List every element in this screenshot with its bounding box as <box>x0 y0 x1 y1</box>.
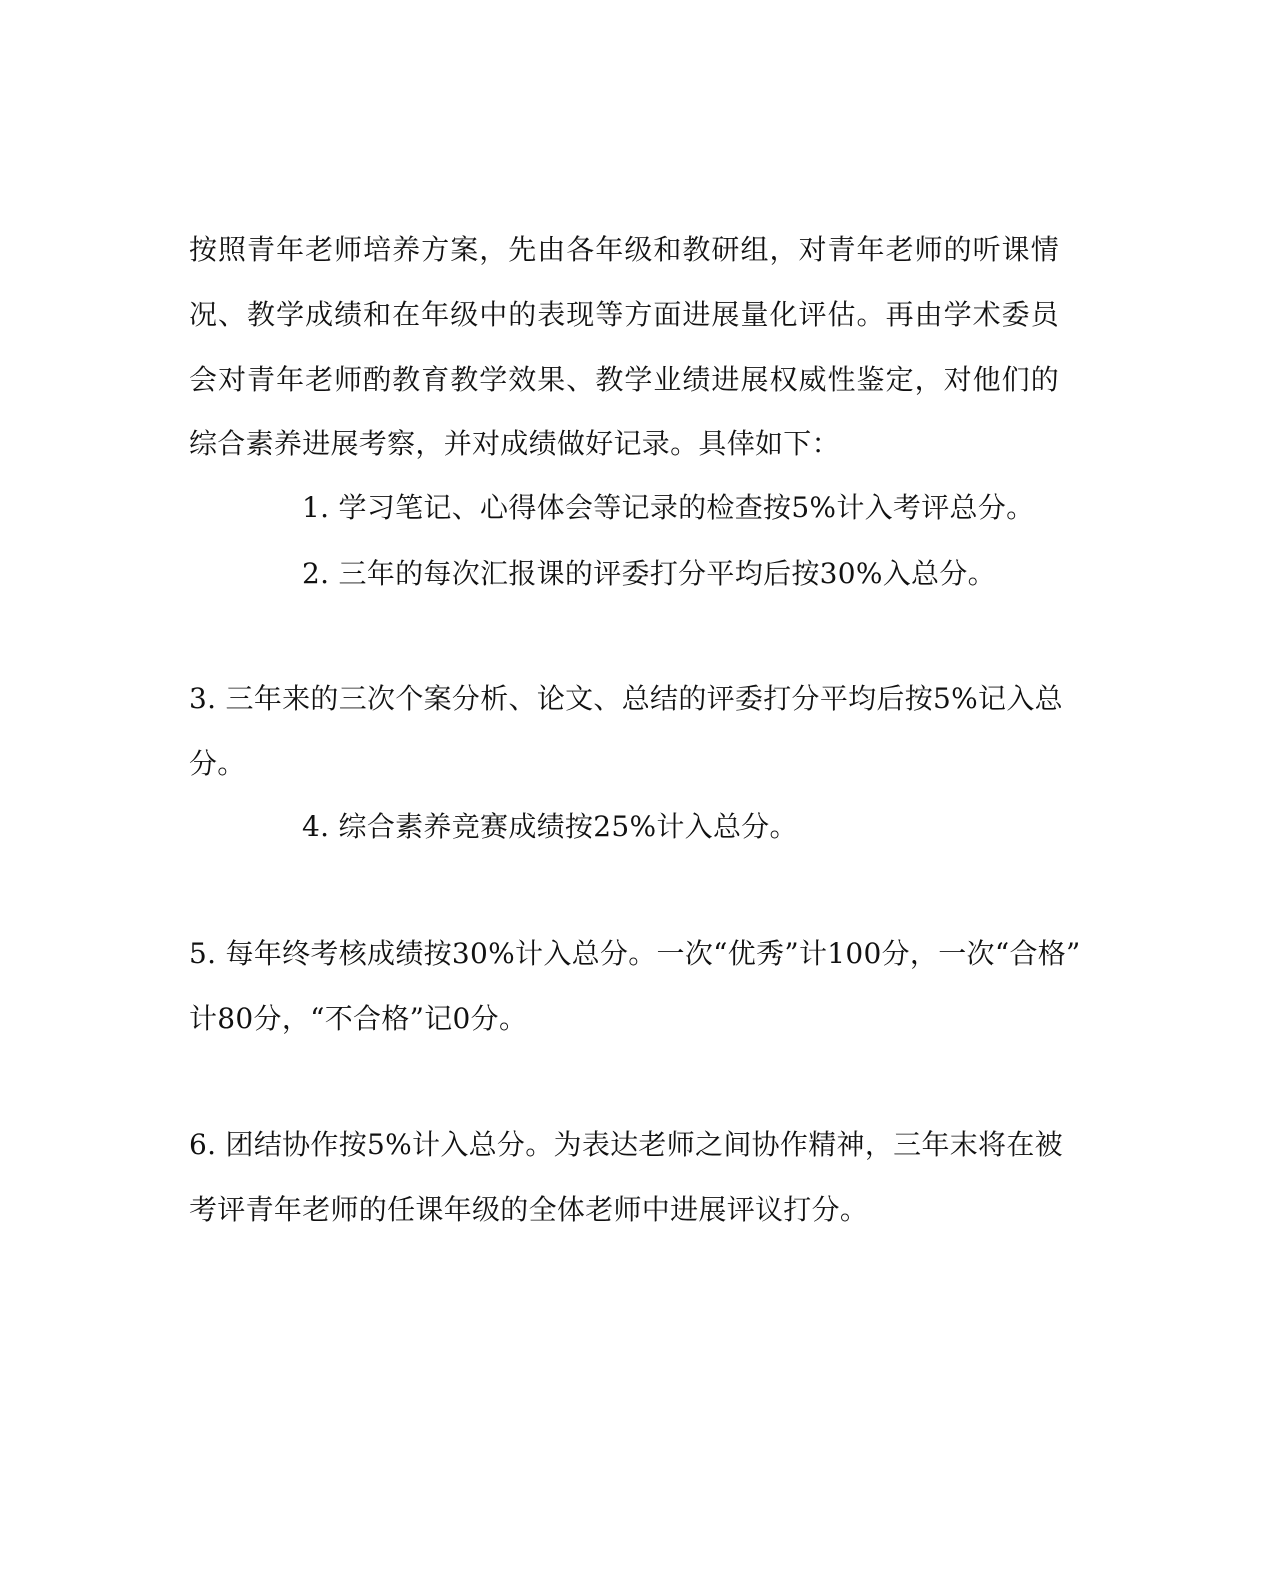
list-item-text: 4. 综合素养竞赛成绩按25%计入总分。 <box>302 810 798 843</box>
text-line: 况、教学成绩和在年级中的表现等方面进展量化评估。再由学术委员 <box>189 298 1059 331</box>
list-item-text: 3. 三年来的三次个案分析、论文、总结的评委打分平均后按5%记入总 <box>189 682 1063 715</box>
list-item-text: 6. 团结协作按5%计入总分。为表达老师之间协作精神，三年末将在被 <box>189 1128 1063 1161</box>
list-item-text: 计80分，“不合格”记0分。 <box>189 1002 528 1035</box>
list-item-text: 2. 三年的每次汇报课的评委打分平均后按30%入总分。 <box>302 557 996 590</box>
list-item-text: 分。 <box>189 747 246 780</box>
text-line: 综合素养进展考察，并对成绩做好记录。具倖如下： <box>189 427 840 460</box>
list-item-text: 1. 学习笔记、心得体会等记录的检查按5%计入考评总分。 <box>302 491 1035 524</box>
text-line: 会对青年老师酌教育教学效果、教学业绩进展权威性鉴定，对他们的 <box>189 363 1059 396</box>
list-item-text: 5. 每年终考核成绩按30%计入总分。一次“优秀”计100分，一次“合格” <box>189 937 1081 970</box>
list-item-text: 考评青年老师的任课年级的全体老师中进展评议打分。 <box>189 1193 869 1226</box>
text-line: 按照青年老师培养方案，先由各年级和教研组，对青年老师的听课情 <box>189 233 1059 266</box>
